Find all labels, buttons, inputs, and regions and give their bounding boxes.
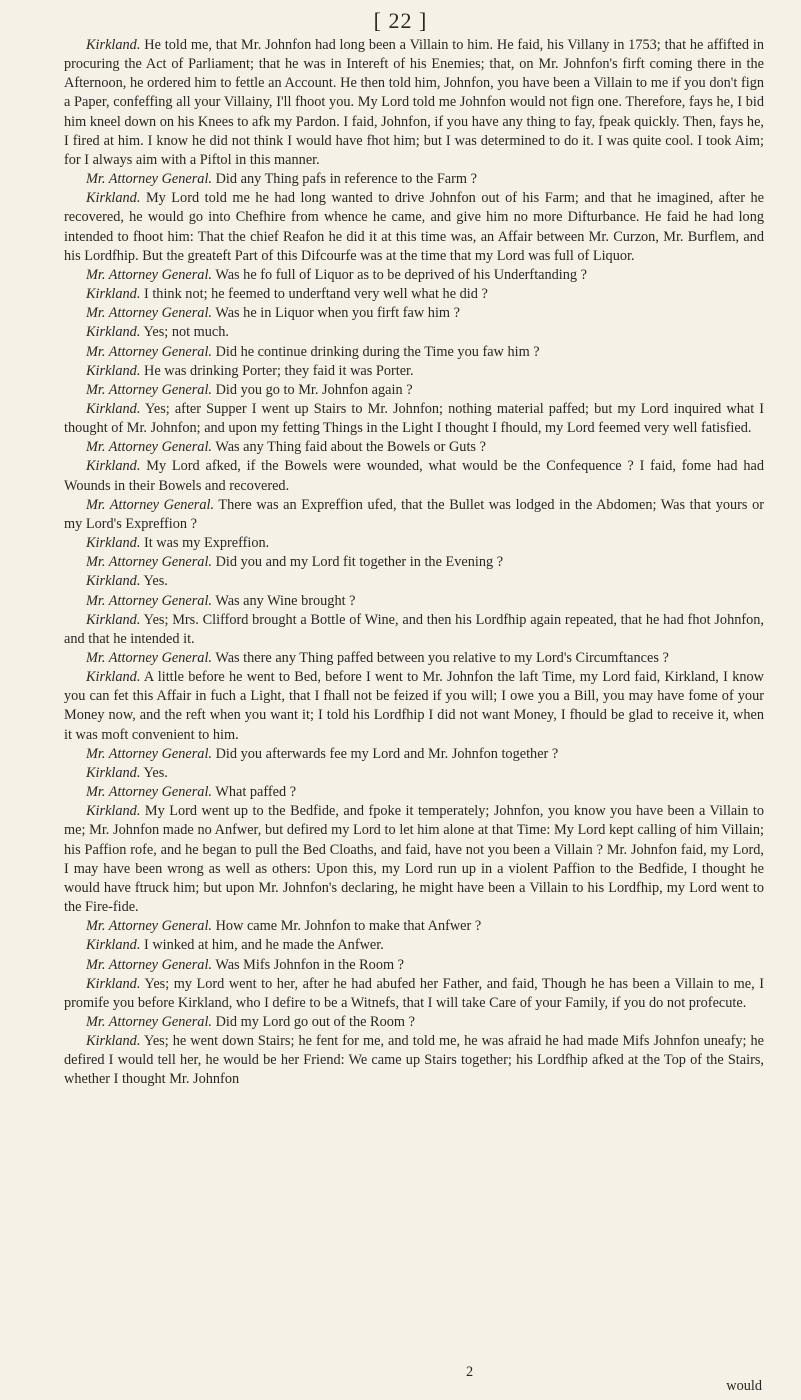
statement-text: There was an Expreffion ufed, that the Bullet was lodged in the Abdomen; Was that yours or my Lord's Expreffion ? (64, 496, 764, 532)
testimony-paragraph (64, 266, 764, 285)
speaker-name: Kirkland. (86, 937, 141, 954)
statement-text: Did he continue drinking during the Time you faw him ? (215, 343, 540, 360)
testimony-paragraph (64, 496, 764, 534)
speaker-name: Mr. Attorney General. (86, 650, 213, 666)
statement-text: Was he in Liquor when you firft faw him ? (215, 305, 460, 322)
speaker-name: Mr. Attorney General. (86, 266, 213, 283)
speaker-name: Mr. Attorney General. (86, 439, 213, 456)
testimony-paragraph (64, 285, 764, 304)
statement-text: Did you and my Lord fit together in the Evening ? (215, 554, 504, 571)
testimony-paragraph (64, 917, 764, 936)
speaker-name: Mr. Attorney General. (86, 305, 213, 322)
statement-text: My Lord afked, if the Bowels were wounded, what would be the Confequence ? I faid, fome had had Wounds in their Bowels and recovered. (64, 458, 764, 494)
testimony-paragraph (64, 592, 764, 611)
speaker-name: Mr. Attorney General. (86, 745, 213, 762)
statement-text: Did my Lord go out of the Room ? (215, 1013, 415, 1030)
speaker-name: Kirkland. (86, 669, 141, 686)
speaker-name: Kirkland. (86, 458, 141, 475)
statement-text: Was there any Thing paffed between you relative to my Lord's Circumftances ? (215, 650, 669, 666)
testimony-paragraph (64, 1013, 764, 1032)
speaker-name: Kirkland. (86, 535, 141, 552)
testimony-paragraph (64, 572, 764, 591)
speaker-name: Kirkland. (86, 286, 141, 303)
testimony-paragraph (64, 438, 764, 457)
statement-text: Yes; not much. (143, 324, 229, 341)
page-footer (64, 1364, 764, 1398)
testimony-paragraph (64, 343, 764, 362)
testimony-paragraph (64, 611, 764, 649)
statement-text: A little before he went to Bed, before I went to Mr. Johnfon the laft Time, my Lord faid, Kirkland, I know you can fet this Affair in fuch a Light, that I fhall not be feized if you will; I owe you a Bill, you may have fome of your Money now, and the reft when you want it; I told his Lordfhip I did not want Money, I fhould be glad to receive it, when it was moft convenient to him. (64, 669, 764, 743)
speaker-name: Kirkland. (86, 803, 141, 820)
speaker-name: Kirkland. (86, 362, 141, 379)
testimony-paragraph (64, 802, 764, 917)
statement-text: I think not; he feemed to underftand very well what he did ? (144, 286, 488, 303)
statement-text: Did you afterwards fee my Lord and Mr. Johnfon together ? (215, 745, 559, 762)
speaker-name: Kirkland. (86, 764, 141, 781)
speaker-name: Kirkland. (86, 37, 141, 53)
speaker-name: Mr. Attorney General. (86, 784, 213, 801)
speaker-name: Kirkland. (86, 324, 141, 341)
statement-text: Was any Wine brought ? (215, 592, 356, 609)
testimony-paragraph (64, 553, 764, 572)
testimony-paragraph (64, 534, 764, 553)
testimony-paragraph (64, 400, 764, 438)
testimony-paragraph (64, 304, 764, 323)
statement-text: How came Mr. Johnfon to make that Anfwer ? (215, 918, 482, 935)
speaker-name: Kirkland. (86, 1033, 141, 1050)
statement-text: He told me, that Mr. Johnfon had long been a Villain to him. He faid, his Villany in 1753; that he affifted in procuring the Act of Parliament; that he was in Intereft of his Enemies; that, on Mr. Johnfon's firft coming there in the Afternoon, he ordered him to fettle an Account. He then told him, Johnfon, you have been a Villain to me if you don't fign a Paper, confeffing all your Villainy, I'll fhoot you. My Lord told me Johnfon would not fign one. Therefore, fays he, I bid him kneel down on his Knees to afk my Pardon. I faid, Johnfon, if you have any thing to fay, fpeak quickly. Then, fays he, I fired at him. I know he did not think I would have fhot him; but I was determined to do it. I was quite cool. I took Aim; for I always aim with a Piftol in this manner. (64, 37, 764, 168)
testimony-paragraph (64, 36, 764, 170)
signature-mark: 2 (466, 1364, 474, 1380)
testimony-paragraph (64, 668, 764, 745)
speaker-name: Mr. Attorney General. (86, 956, 213, 973)
testimony-paragraph (64, 381, 764, 400)
statement-text: Yes; after Supper I went up Stairs to Mr. Johnfon; nothing material paffed; but my Lord inquired what I thought of Mr. Johnfon; and upon my fetting Things in the Light I thought I fhould, my Lord feemed very well fatisfied. (64, 400, 765, 437)
statement-text: Yes; he went down Stairs; he fent for me, and told me, he was afraid he had made Mifs Johnfon uneafy; he defired I would tell her, he would be her Friend: We came up Stairs together; his Lordfhip afked at the Top of the Stairs, whether I thought Mr. Johnfon (64, 1033, 764, 1088)
speaker-name: Kirkland. (86, 573, 141, 590)
statement-text: What paffed ? (215, 784, 297, 801)
statement-text: My Lord went up to the Bedfide, and fpoke it temperately; Johnfon, you know you have been a Villain to me; Mr. Johnfon made no Anfwer, but defired my Lord to let him alone at that Time: My Lord kept calling of him Villain; his Paffion rofe, and he began to pull the Bed Cloaths, and faid, have not you been a Villain ? Mr. Johnfon faid, my Lord, I may have been wrong as well as others: Upon this, my Lord run up in a violent Paffion to the Bedfide, I thought he would have ftruck him; but upon Mr. Johnfon's declaring, he might have been a Villain to his Lordfhip, my Lord went to the Fire-fide. (64, 803, 764, 916)
testimony-paragraph (64, 956, 764, 975)
testimony-paragraph (64, 764, 764, 783)
statement-text: Yes; my Lord went to her, after he had abufed her Father, and faid, Though he has been a Villain to me, I promife you before Kirkland, who I defire to be a Witnefs, that I will take Care of your Family, if you do not profecute. (64, 975, 764, 1011)
catchword: would (726, 1378, 762, 1394)
statement-text: Yes. (143, 573, 168, 590)
testimony-paragraph (64, 649, 764, 668)
speaker-name: Mr. Attorney General. (86, 171, 213, 188)
testimony-paragraph (64, 936, 764, 955)
speaker-name: Mr. Attorney General. (86, 496, 215, 513)
testimony-paragraph (64, 975, 764, 1013)
statement-text: I winked at him, and he made the Anfwer. (144, 937, 384, 954)
statement-text: Was Mifs Johnfon in the Room ? (215, 956, 405, 973)
speaker-name: Kirkland. (86, 400, 141, 417)
testimony-paragraph (64, 189, 764, 266)
testimony-paragraph (64, 1032, 764, 1089)
statement-text: Was any Thing faid about the Bowels or Guts ? (215, 439, 486, 456)
transcript-body (64, 36, 764, 1090)
speaker-name: Kirkland. (86, 190, 141, 207)
speaker-name: Mr. Attorney General. (86, 554, 213, 571)
page-number: [ 22 ] (373, 8, 428, 33)
testimony-paragraph (64, 362, 764, 381)
statement-text: Was he fo full of Liquor as to be deprived of his Underftanding ? (215, 266, 587, 283)
statement-text: Yes; Mrs. Clifford brought a Bottle of Wine, and then his Lordfhip again repeated, that he had fhot Johnfon, and that he intended it. (64, 611, 764, 647)
testimony-paragraph (64, 783, 764, 802)
speaker-name: Mr. Attorney General. (86, 381, 213, 398)
statement-text: It was my Expreffion. (144, 535, 270, 552)
speaker-name: Mr. Attorney General. (86, 343, 213, 360)
testimony-paragraph (64, 457, 764, 495)
testimony-paragraph (64, 323, 764, 342)
statement-text: My Lord told me he had long wanted to drive Johnfon out of his Farm; and that he imagined, after he recovered, he would go into Chefhire from whence he came, and give him no more Difturbance. He faid he had long intended to fhoot him: That the chief Reafon he did it at this time was, an Affair between Mr. Curzon, Mr. Burflem, and his Lordfhip. But the greateft Part of this Difcourfe was at the time that my Lord was full of Liquor. (64, 190, 764, 264)
speaker-name: Kirkland. (86, 611, 141, 628)
speaker-name: Mr. Attorney General. (86, 918, 213, 935)
statement-text: Did you go to Mr. Johnfon again ? (215, 381, 413, 398)
statement-text: Yes. (143, 764, 168, 781)
speaker-name: Kirkland. (86, 975, 141, 992)
testimony-paragraph (64, 170, 764, 189)
speaker-name: Mr. Attorney General. (86, 592, 213, 609)
statement-text: Did any Thing pafs in reference to the Farm ? (215, 171, 477, 188)
speaker-name: Mr. Attorney General. (86, 1013, 213, 1030)
testimony-paragraph (64, 745, 764, 764)
statement-text: He was drinking Porter; they faid it was Porter. (144, 362, 414, 379)
